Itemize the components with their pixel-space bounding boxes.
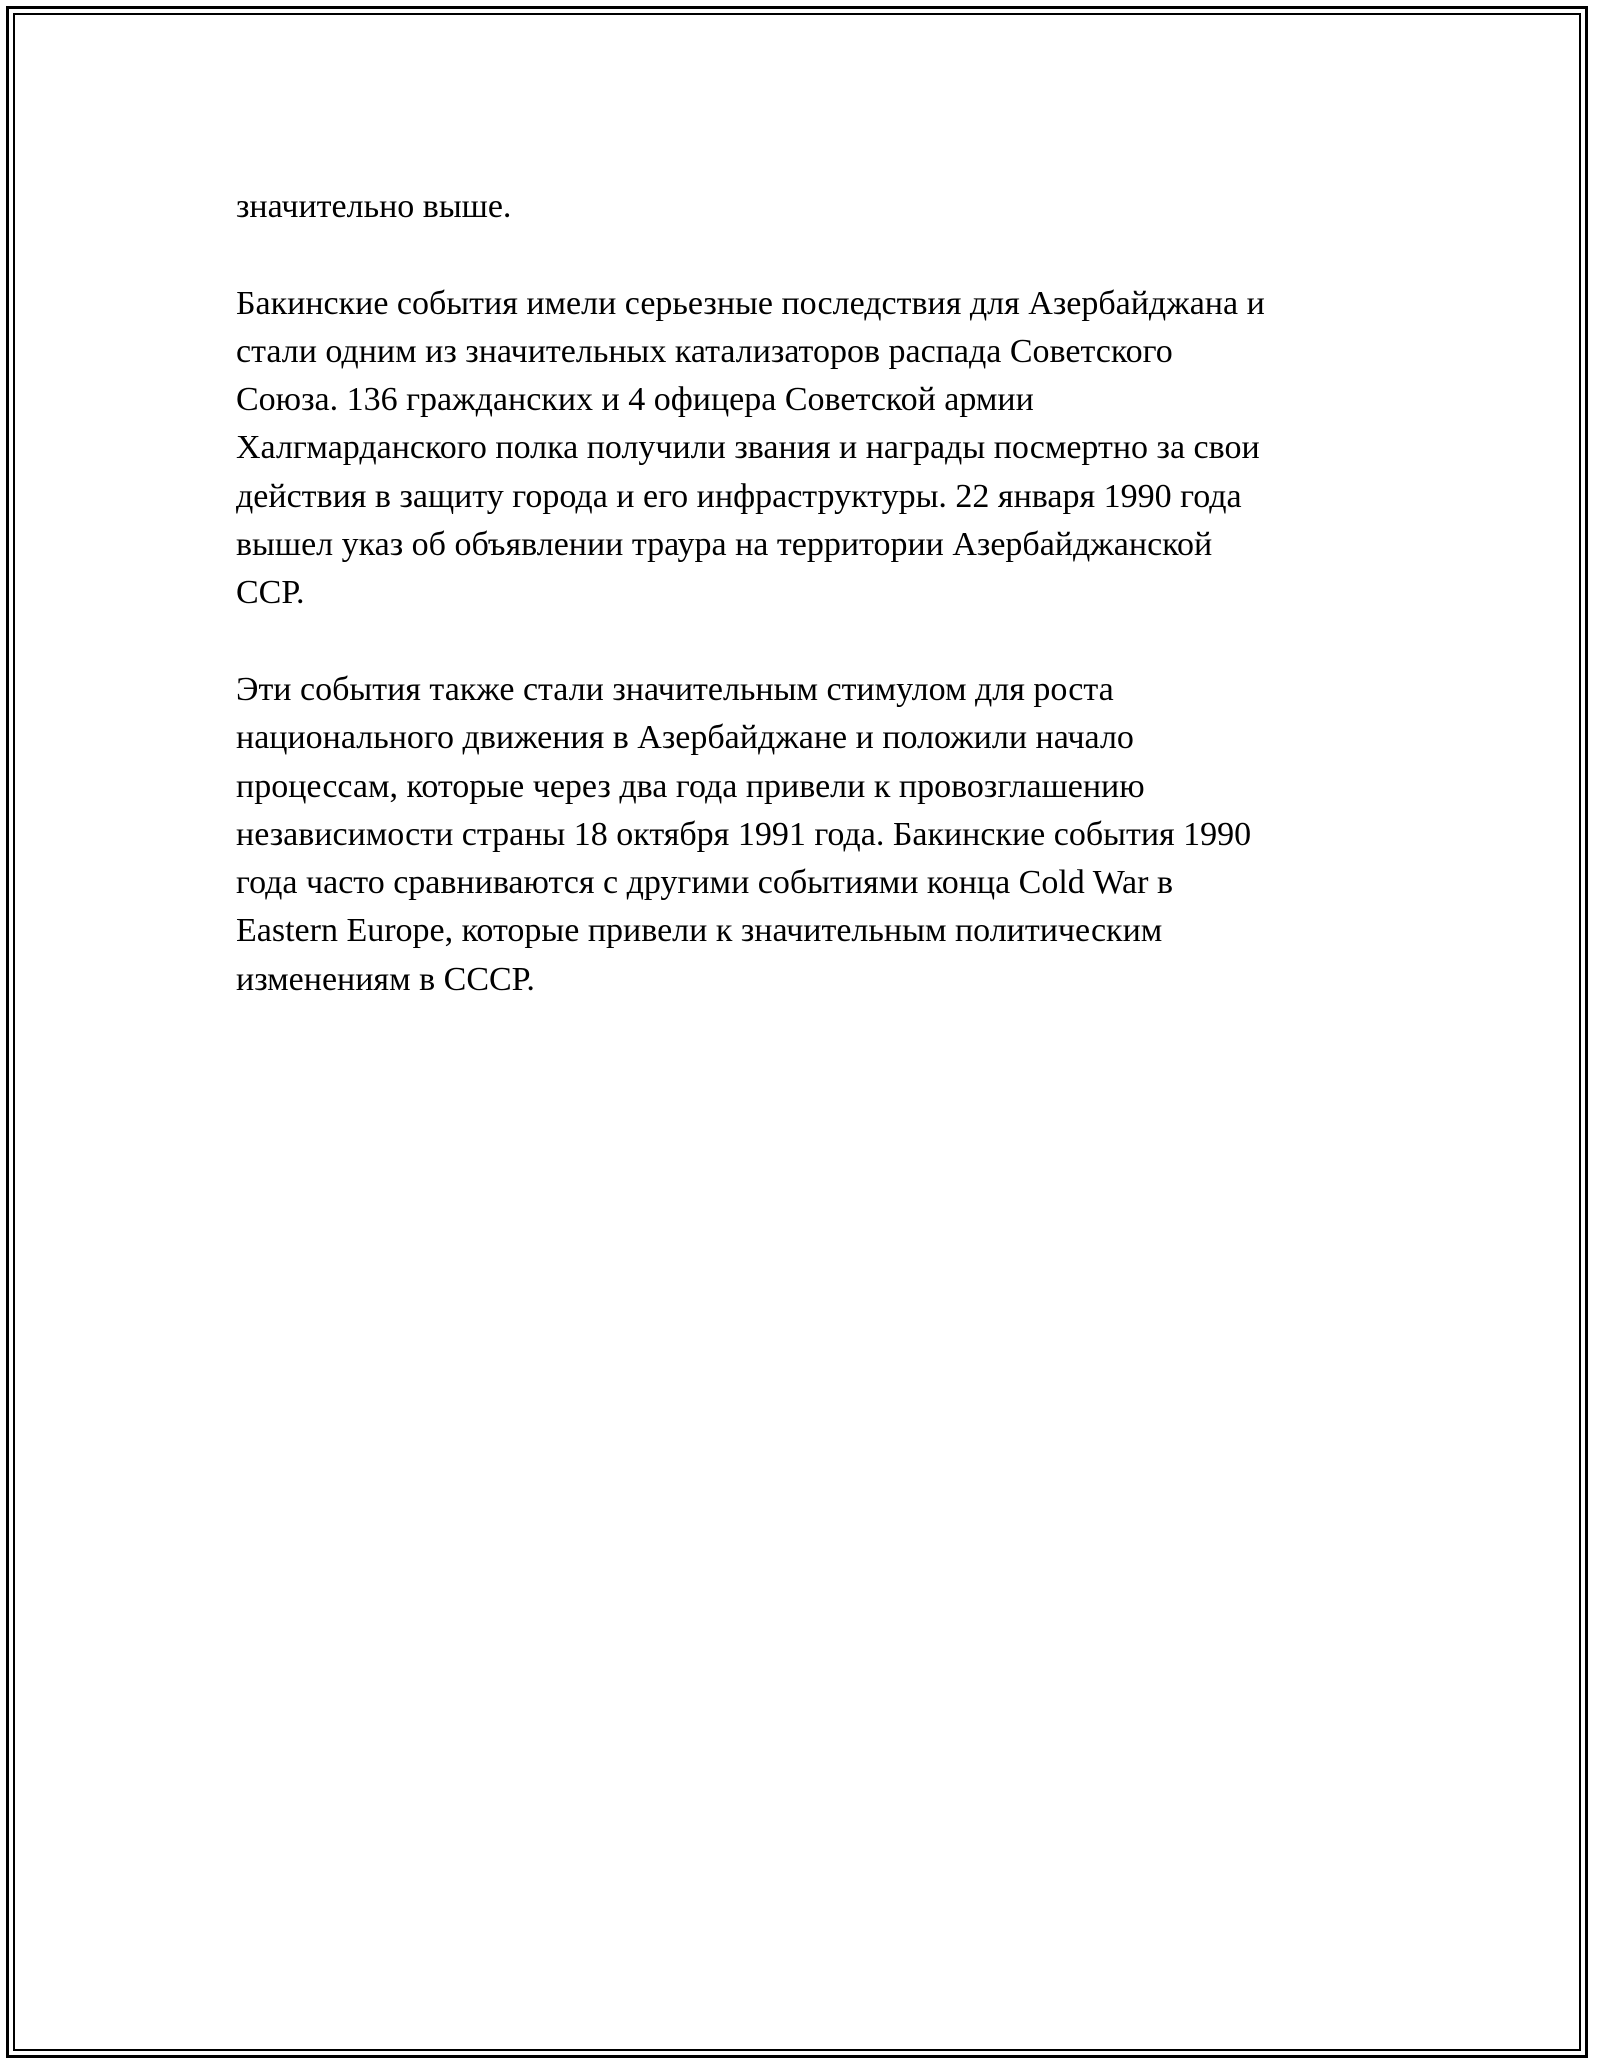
paragraph-continuation: значительно выше.	[236, 188, 512, 225]
paragraph-national-movement: Эти события также стали значительным стимулом для роста национального движения в Азербайджане и положили начало процессам, которые через два года привели к провозглашению независимости страны 18 октября 1991 года. Бакинские события 1990 года часто сравниваются с другими событиями конца Cold War в Eastern Europe, которые привели к значительным политическим изменениям в СССР.	[236, 670, 1252, 998]
page-body	[236, 183, 1366, 1004]
paragraph-consequences: Бакинские события имели серьезные последствия для Азербайджана и стали одним из значительных катализаторов распада Советского Союза. 136 гражданских и 4 офицера Советской армии Халгмарданского полка получили звания и награды посмертно за свои действия в защиту города и его инфраструктуры. 22 января 1990 года вышел указ об объявлении траура на территории Азербайджанской ССР.	[236, 284, 1265, 612]
